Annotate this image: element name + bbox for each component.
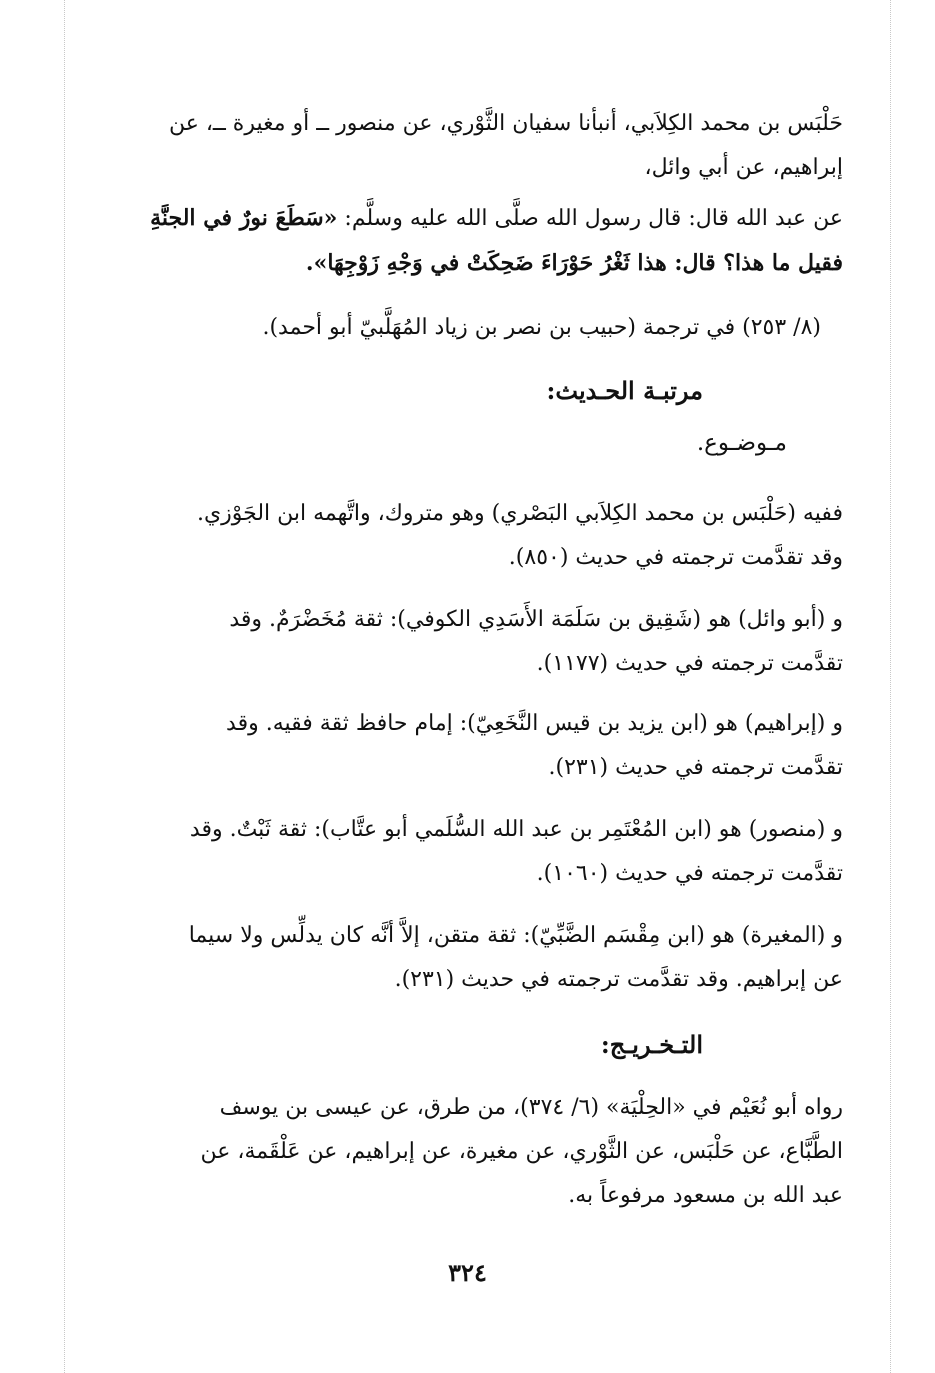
hadith-matn-start: «سَطَعَ نورٌ في الجنَّةِ (150, 205, 338, 231)
isnad-line-1: حَلْبَس بن محمد الكِلاَبي، أنبأنا سفيان الثَّوْري، عن منصور ــ أو مغيرة ــ، عن (168, 111, 843, 136)
hadith-intro: عن عبد الله قال: قال رسول الله صلَّى الله عليه وسلَّم: (337, 206, 843, 231)
narrator-note-line-2: وقد تقدَّمت ترجمته في حديث (٨٥٠). (508, 545, 843, 570)
grade-verdict: مـوضـوع. (696, 430, 787, 456)
isnad-line-2: إبراهيم، عن أبي وائل، (644, 155, 843, 180)
hadith-line-1 (78, 196, 843, 241)
page-number: ٣٢٤ (448, 1258, 487, 1287)
narrator-note-ibrahim (78, 702, 843, 790)
narrator-note-line-1: و (إبراهيم) هو (ابن يزيد بن قيس النَّخَعِيّ): إمام حافظ ثقة فقيه. وقد (226, 711, 843, 736)
narrator-note-mansur (78, 808, 843, 896)
isnad-paragraph (78, 102, 843, 190)
hadith-line-2: فقيل ما هذا؟ قال: هذا ثَغْرُ حَوْرَاءَ ضَحِكَتْ في وَجْهِ زَوْجِهَا». (305, 250, 843, 276)
narrator-note-line-2: تقدَّمت ترجمته في حديث (٢٣١). (548, 755, 843, 780)
narrator-note-line-1: ففيه (حَلْبَس بن محمد الكِلاَبي البَصْري) وهو متروك، واتَّهمه ابن الجَوْزي. (196, 501, 843, 526)
hadith-paragraph (78, 196, 843, 285)
narrator-note-mughira (78, 914, 843, 1002)
narrator-note-halbas (78, 492, 843, 580)
narrator-note-line-1: و (المغيرة) هو (ابن مِقْسَم الضَّبِّيّ): ثقة متقن، إلاَّ أنَّه كان يدلِّس ولا سيما (188, 923, 843, 948)
takhrij-line-2: الطَّبَّاع، عن حَلْبَس، عن الثَّوْري، عن مغيرة، عن إبراهيم، عن عَلْقَمة، عن (200, 1139, 843, 1164)
scan-guide-left (64, 0, 65, 1373)
takhrij-line-1: رواه أبو نُعَيْم في «الحِلْيَة» (٦/ ٣٧٤)، من طرق، عن عيسى بن يوسف (219, 1095, 843, 1120)
narrator-note-line-1: و (أبو وائل) هو (شَقِيق بن سَلَمَة الأَسَدِي الكوفي): ثقة مُخَضْرَمٌ. وقد (229, 607, 843, 632)
reference-note (78, 306, 843, 350)
scan-guide-right (890, 0, 891, 1373)
narrator-note-abu-wail (78, 598, 843, 686)
narrator-note-line-2: عن إبراهيم. وقد تقدَّمت ترجمته في حديث (٢٣١). (394, 967, 843, 992)
takhrij-paragraph (78, 1086, 843, 1218)
takhrij-heading: التـخـريـج: (600, 1030, 703, 1059)
grade-heading: مرتبـة الحـديث: (546, 376, 703, 405)
takhrij-line-3: عبد الله بن مسعود مرفوعاً به. (568, 1183, 843, 1208)
narrator-note-line-2: تقدَّمت ترجمته في حديث (١١٧٧). (536, 651, 843, 676)
narrator-note-line-1: و (منصور) هو (ابن المُعْتَمِر بن عبد الله السُّلَمي أبو عتَّاب): ثقة ثَبْتٌ. وقد (189, 817, 843, 842)
reference-note-text: (٨/ ٢٥٣) في ترجمة (حبيب بن نصر بن زياد المُهَلَّبيّ أبو أحمد). (262, 315, 821, 340)
narrator-note-line-2: تقدَّمت ترجمته في حديث (١٠٦٠). (536, 861, 843, 886)
